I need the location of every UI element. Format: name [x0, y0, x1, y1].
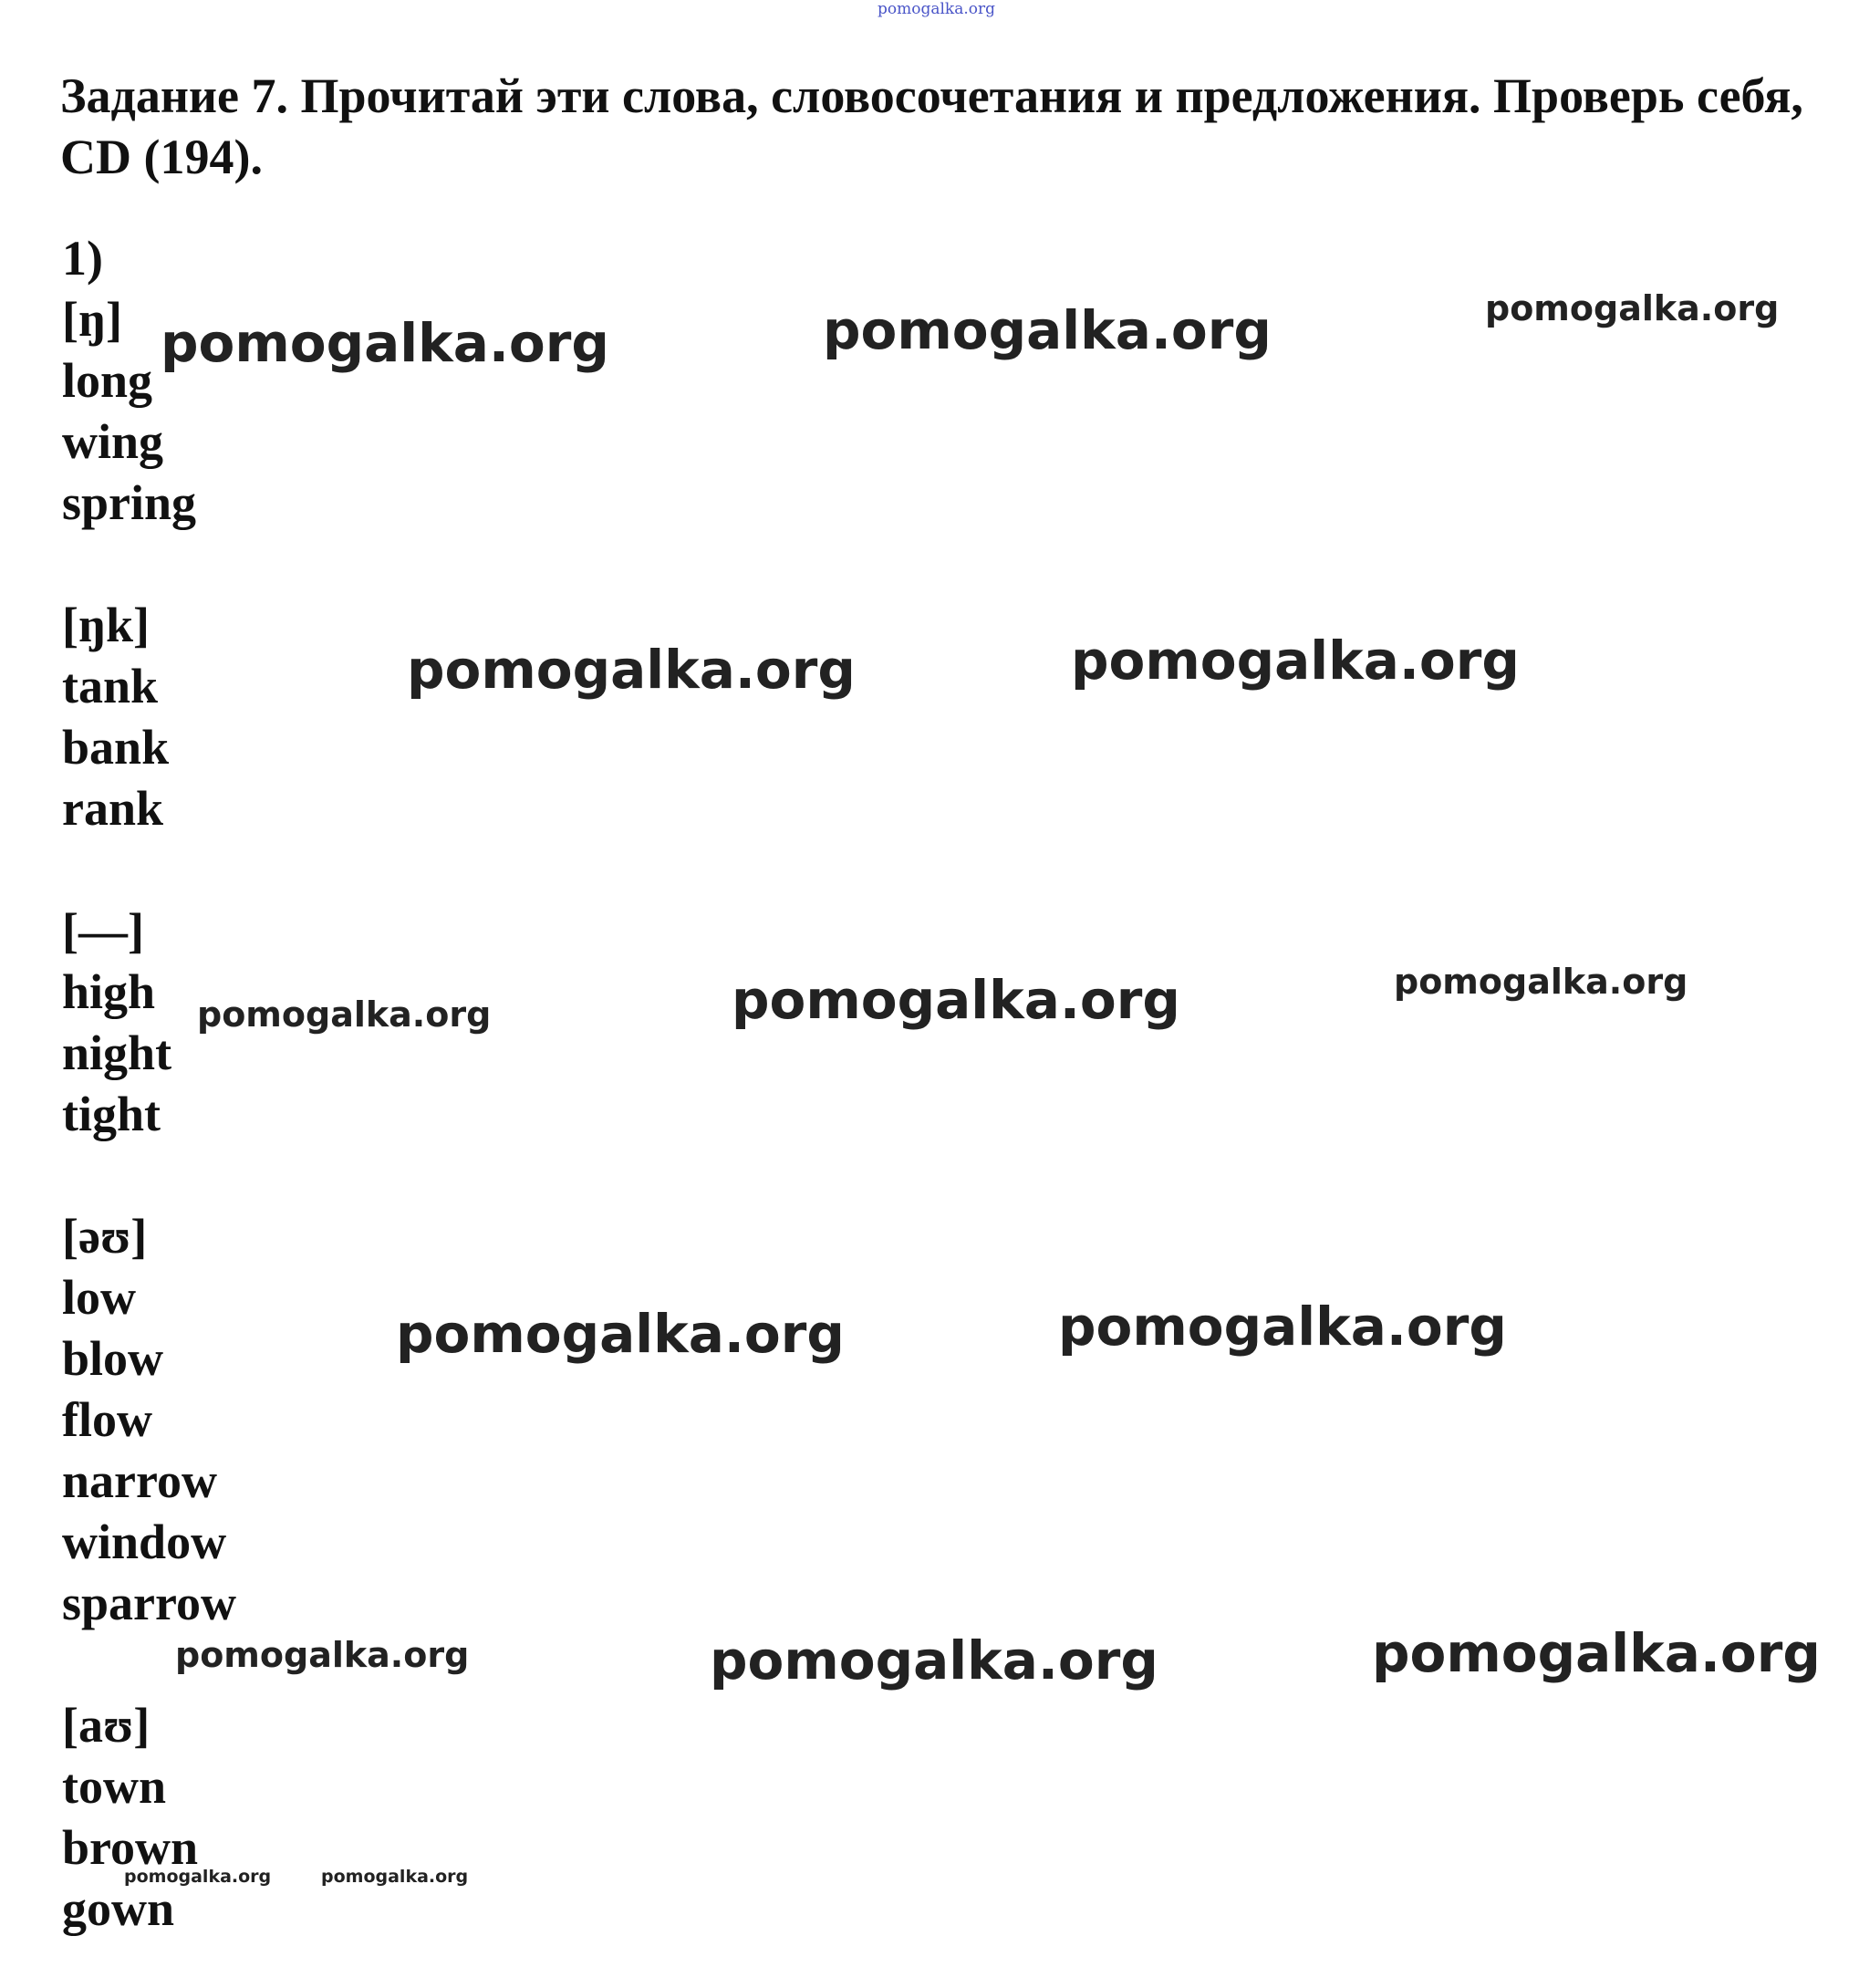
sound-label: [—]: [62, 903, 144, 958]
sound-label: [əʊ]: [62, 1209, 148, 1264]
word: gown: [62, 1881, 175, 1936]
word: window: [62, 1514, 227, 1569]
watermark: pomogalka.org: [197, 994, 492, 1035]
sound-group-ou: [62, 1206, 236, 1634]
watermark: pomogalka.org: [161, 312, 609, 374]
word: blow: [62, 1331, 164, 1386]
word: town: [62, 1759, 167, 1814]
word: long: [62, 353, 153, 408]
watermark: pomogalka.org: [407, 639, 856, 701]
word: narrow: [62, 1453, 217, 1508]
word: bank: [62, 720, 170, 775]
word: spring: [62, 475, 197, 530]
watermark: pomogalka.org: [710, 1629, 1158, 1691]
watermark: pomogalka.org: [396, 1303, 845, 1365]
sound-group-ngk: [62, 595, 236, 839]
sound-label: [ŋ]: [62, 292, 122, 347]
part-number: 1): [62, 231, 103, 286]
task-title: Задание 7. Прочитай эти слова, словосочетания и предложения. Проверь себя, CD (194).: [60, 68, 1803, 184]
word: wing: [62, 414, 164, 469]
watermark: pomogalka.org: [1071, 630, 1520, 692]
exercise-content: [62, 228, 236, 1940]
word: rank: [62, 781, 164, 836]
word: tank: [62, 659, 159, 713]
sound-group-au: [62, 1695, 236, 1940]
word: flow: [62, 1392, 152, 1447]
top-watermark: pomogalka.org: [878, 0, 996, 18]
word: sparrow: [62, 1576, 237, 1630]
word: night: [62, 1025, 172, 1080]
sound-label: [aʊ]: [62, 1698, 151, 1753]
watermark: pomogalka.org: [1394, 962, 1688, 1002]
watermark: pomogalka.org: [1485, 288, 1780, 328]
word: tight: [62, 1087, 161, 1141]
watermark: pomogalka.org: [1058, 1296, 1507, 1358]
watermark: pomogalka.org: [823, 299, 1272, 361]
sound-label: [ŋk]: [62, 598, 151, 652]
watermark: pomogalka.org: [175, 1635, 470, 1675]
watermark: pomogalka.org: [1372, 1622, 1821, 1684]
watermark: pomogalka.org: [321, 1867, 469, 1887]
word: low: [62, 1270, 136, 1325]
word: brown: [62, 1820, 199, 1875]
word: high: [62, 964, 156, 1019]
watermark: pomogalka.org: [124, 1867, 272, 1887]
watermark: pomogalka.org: [732, 969, 1180, 1031]
